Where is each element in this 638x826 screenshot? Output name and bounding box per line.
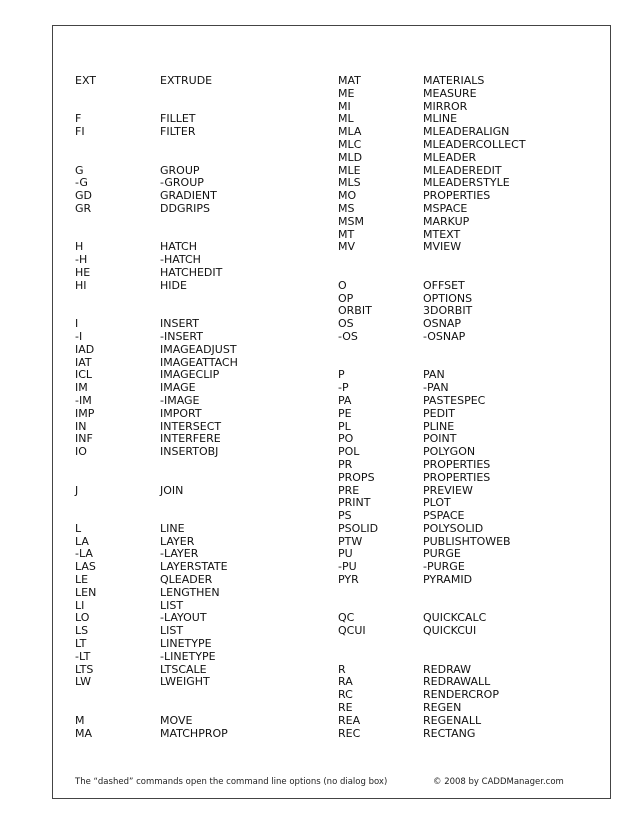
command-name: IMPORT: [160, 406, 202, 420]
command-row: [75, 203, 330, 216]
command-alias: MLA: [338, 125, 362, 139]
command-name: MIRROR: [423, 99, 468, 113]
command-row: [338, 241, 593, 254]
command-name: -INSERT: [160, 329, 203, 343]
command-alias: PU: [338, 547, 353, 561]
command-row: [338, 472, 593, 485]
command-name: PSPACE: [423, 509, 465, 523]
command-group: [75, 318, 330, 459]
command-alias: GD: [75, 189, 92, 203]
command-alias: H: [75, 240, 84, 254]
command-alias: EXT: [75, 74, 97, 87]
command-row: [338, 75, 593, 88]
command-alias: LE: [75, 573, 89, 587]
command-alias: J: [75, 483, 79, 497]
command-name: LTSCALE: [160, 662, 207, 676]
command-row: [75, 280, 330, 293]
command-alias: MAT: [338, 74, 361, 87]
command-name: GROUP: [160, 163, 200, 177]
command-row: [75, 676, 330, 689]
command-alias: G: [75, 163, 84, 177]
command-alias: MT: [338, 227, 355, 241]
command-alias: ICL: [75, 368, 93, 382]
command-row: [75, 587, 330, 600]
command-group: [338, 612, 593, 638]
command-alias: M: [75, 713, 85, 727]
command-alias: LEN: [75, 585, 97, 599]
command-row: [338, 625, 593, 638]
command-name: OFFSET: [423, 278, 465, 292]
command-name: INTERFERE: [160, 432, 221, 446]
command-name: RENDERCROP: [423, 688, 499, 702]
command-row: [75, 267, 330, 280]
command-alias: MLC: [338, 137, 362, 151]
command-alias: LA: [75, 534, 89, 548]
command-alias: MS: [338, 201, 355, 215]
command-alias: RA: [338, 675, 353, 689]
command-alias: LTS: [75, 662, 94, 676]
command-alias: QCUI: [338, 624, 366, 638]
command-row: [75, 331, 330, 344]
command-name: DDGRIPS: [160, 201, 210, 215]
command-group: [338, 75, 593, 254]
command-name: MATERIALS: [423, 74, 485, 87]
command-alias: IMP: [75, 406, 95, 420]
command-row: [75, 75, 330, 88]
command-name: MLEADER: [423, 150, 477, 164]
command-name: LWEIGHT: [160, 675, 210, 689]
command-alias: PO: [338, 432, 354, 446]
command-name: POLYSOLID: [423, 521, 484, 535]
command-alias: PR: [338, 457, 353, 471]
command-alias: ML: [338, 112, 354, 126]
command-row: [338, 369, 593, 382]
command-row: [75, 715, 330, 728]
command-name: MLEADERSTYLE: [423, 176, 510, 190]
command-name: PASTESPEC: [423, 393, 486, 407]
command-group: [338, 369, 593, 587]
command-row: [338, 139, 593, 152]
command-row: [338, 728, 593, 741]
command-name: PROPERTIES: [423, 457, 491, 471]
command-alias: -OS: [338, 329, 358, 343]
command-name: PROPERTIES: [423, 470, 491, 484]
command-name: IMAGE: [160, 381, 196, 395]
command-name: MLEADERALIGN: [423, 125, 510, 139]
command-alias: MA: [75, 726, 93, 740]
command-name: REDRAW: [423, 662, 472, 676]
command-row: [338, 395, 593, 408]
command-row: [75, 574, 330, 587]
command-group: [75, 715, 330, 741]
command-alias: OP: [338, 291, 354, 305]
command-alias: PRINT: [338, 496, 371, 510]
command-alias: PE: [338, 406, 352, 420]
command-row: [338, 203, 593, 216]
command-row: [338, 459, 593, 472]
command-name: PREVIEW: [423, 483, 473, 497]
command-group: [75, 75, 330, 88]
command-group: [75, 241, 330, 292]
command-alias: PROPS: [338, 470, 375, 484]
command-name: REGEN: [423, 701, 462, 715]
command-name: LINE: [160, 521, 185, 535]
command-name: -LAYER: [160, 547, 199, 561]
command-row: [75, 523, 330, 536]
command-name: PAN: [423, 368, 445, 382]
command-row: [75, 612, 330, 625]
command-name: -PURGE: [423, 560, 465, 574]
command-name: 3DORBIT: [423, 304, 473, 318]
command-name: FILLET: [160, 112, 196, 126]
command-row: [75, 536, 330, 549]
command-name: MATCHPROP: [160, 726, 228, 740]
command-row: [75, 126, 330, 139]
command-name: QUICKCUI: [423, 624, 477, 638]
command-alias: PYR: [338, 573, 359, 587]
command-name: IMAGECLIP: [160, 368, 220, 382]
command-alias: IN: [75, 419, 87, 433]
command-alias: MV: [338, 240, 356, 254]
command-alias: LT: [75, 637, 87, 651]
command-alias: LO: [75, 611, 90, 625]
command-alias: GR: [75, 201, 92, 215]
command-alias: QC: [338, 611, 355, 625]
command-row: [75, 408, 330, 421]
command-name: RECTANG: [423, 726, 476, 740]
command-name: MEASURE: [423, 86, 477, 100]
command-alias: PSOLID: [338, 521, 379, 535]
command-group: [75, 523, 330, 689]
command-row: [338, 382, 593, 395]
command-alias: FI: [75, 125, 85, 139]
command-name: PYRAMID: [423, 573, 473, 587]
command-name: PLINE: [423, 419, 455, 433]
command-row: [338, 318, 593, 331]
command-row: [75, 728, 330, 741]
command-alias: MSM: [338, 214, 364, 228]
command-name: PEDIT: [423, 406, 456, 420]
command-alias: -H: [75, 253, 88, 267]
command-name: MSPACE: [423, 201, 468, 215]
command-row: [338, 280, 593, 293]
command-row: [338, 446, 593, 459]
command-row: [338, 574, 593, 587]
command-name: HATCH: [160, 240, 197, 254]
command-row: [338, 510, 593, 523]
command-row: [75, 344, 330, 357]
command-alias: L: [75, 521, 82, 535]
command-group: [338, 280, 593, 344]
command-row: [338, 536, 593, 549]
command-alias: ME: [338, 86, 355, 100]
footer-note: The “dashed” commands open the command line options (no dialog box): [75, 777, 388, 787]
command-alias: MLS: [338, 176, 361, 190]
command-alias: RC: [338, 688, 353, 702]
command-alias: -PU: [338, 560, 357, 574]
command-alias: IM: [75, 381, 88, 395]
command-row: [338, 421, 593, 434]
command-row: [338, 331, 593, 344]
command-row: [338, 229, 593, 242]
command-alias: REC: [338, 726, 361, 740]
command-group: [75, 485, 330, 498]
command-name: -LAYOUT: [160, 611, 207, 625]
command-row: [338, 548, 593, 561]
command-name: IMAGEADJUST: [160, 342, 237, 356]
command-name: FILTER: [160, 125, 196, 139]
command-row: [338, 152, 593, 165]
command-alias: MI: [338, 99, 351, 113]
command-row: [75, 638, 330, 651]
command-name: POINT: [423, 432, 457, 446]
command-alias: PS: [338, 509, 352, 523]
command-name: LIST: [160, 624, 184, 638]
command-name: MLEADERCOLLECT: [423, 137, 526, 151]
command-name: -GROUP: [160, 176, 204, 190]
command-name: -IMAGE: [160, 393, 200, 407]
command-alias: IAT: [75, 355, 92, 369]
command-alias: -LT: [75, 649, 91, 663]
right-command-column: [338, 75, 593, 740]
command-alias: -G: [75, 176, 88, 190]
command-name: PURGE: [423, 547, 461, 561]
command-name: LENGTHEN: [160, 585, 220, 599]
command-name: MARKUP: [423, 214, 470, 228]
command-name: HIDE: [160, 278, 187, 292]
command-name: OSNAP: [423, 317, 462, 331]
command-row: [338, 523, 593, 536]
command-name: REDRAWALL: [423, 675, 491, 689]
command-name: LAYER: [160, 534, 195, 548]
command-alias: -P: [338, 381, 349, 395]
command-alias: POL: [338, 445, 360, 459]
command-row: [75, 241, 330, 254]
command-alias: P: [338, 368, 345, 382]
command-name: JOIN: [160, 483, 184, 497]
command-row: [75, 485, 330, 498]
command-alias: O: [338, 278, 347, 292]
command-name: GRADIENT: [160, 189, 217, 203]
command-row: [338, 88, 593, 101]
command-name: PLOT: [423, 496, 451, 510]
command-name: REGENALL: [423, 713, 482, 727]
command-alias: MLD: [338, 150, 363, 164]
command-name: QUICKCALC: [423, 611, 487, 625]
command-name: MOVE: [160, 713, 193, 727]
command-row: [338, 408, 593, 421]
command-name: MVIEW: [423, 240, 462, 254]
command-group: [338, 664, 593, 741]
command-name: PUBLISHTOWEB: [423, 534, 511, 548]
command-alias: RE: [338, 701, 353, 715]
command-alias: HE: [75, 265, 91, 279]
command-row: [75, 382, 330, 395]
command-name: INSERT: [160, 317, 199, 331]
command-row: [75, 446, 330, 459]
command-alias: ORBIT: [338, 304, 372, 318]
command-row: [338, 305, 593, 318]
command-name: EXTRUDE: [160, 74, 213, 87]
command-alias: PL: [338, 419, 351, 433]
command-row: [75, 651, 330, 664]
command-alias: LW: [75, 675, 91, 689]
command-row: [338, 216, 593, 229]
command-alias: LS: [75, 624, 89, 638]
command-alias: IAD: [75, 342, 95, 356]
command-name: INTERSECT: [160, 419, 222, 433]
command-alias: -IM: [75, 393, 92, 407]
command-row: [338, 715, 593, 728]
left-command-column: [75, 75, 330, 740]
command-name: PROPERTIES: [423, 189, 491, 203]
command-name: LINETYPE: [160, 637, 212, 651]
command-row: [75, 369, 330, 382]
command-name: -LINETYPE: [160, 649, 216, 663]
command-alias: REA: [338, 713, 361, 727]
command-row: [338, 702, 593, 715]
command-alias: LI: [75, 598, 85, 612]
command-alias: IO: [75, 445, 87, 459]
command-row: [338, 497, 593, 510]
command-group: [75, 113, 330, 139]
command-alias: R: [338, 662, 346, 676]
command-alias: OS: [338, 317, 354, 331]
command-alias: I: [75, 317, 79, 331]
command-name: LAYERSTATE: [160, 560, 228, 574]
command-alias: HI: [75, 278, 87, 292]
command-name: IMAGEATTACH: [160, 355, 238, 369]
command-alias: MLE: [338, 163, 361, 177]
command-row: [338, 485, 593, 498]
command-alias: PRE: [338, 483, 360, 497]
command-name: -HATCH: [160, 253, 201, 267]
command-name: LIST: [160, 598, 184, 612]
command-group: [75, 165, 330, 216]
command-row: [75, 395, 330, 408]
command-alias: PTW: [338, 534, 363, 548]
command-name: POLYGON: [423, 445, 476, 459]
command-name: -OSNAP: [423, 329, 466, 343]
command-name: INSERTOBJ: [160, 445, 219, 459]
command-name: MLEADEREDIT: [423, 163, 502, 177]
command-name: MTEXT: [423, 227, 461, 241]
command-name: -PAN: [423, 381, 449, 395]
command-alias: MO: [338, 189, 357, 203]
command-alias: F: [75, 112, 82, 126]
command-row: [338, 101, 593, 114]
command-name: MLINE: [423, 112, 458, 126]
command-alias: PA: [338, 393, 352, 407]
command-name: OPTIONS: [423, 291, 473, 305]
command-alias: -I: [75, 329, 83, 343]
command-alias: LAS: [75, 560, 96, 574]
command-row: [75, 113, 330, 126]
footer-copyright: © 2008 by CADDManager.com: [433, 777, 564, 787]
command-name: HATCHEDIT: [160, 265, 223, 279]
command-alias: INF: [75, 432, 93, 446]
command-row: [338, 689, 593, 702]
command-name: QLEADER: [160, 573, 213, 587]
command-alias: -LA: [75, 547, 93, 561]
